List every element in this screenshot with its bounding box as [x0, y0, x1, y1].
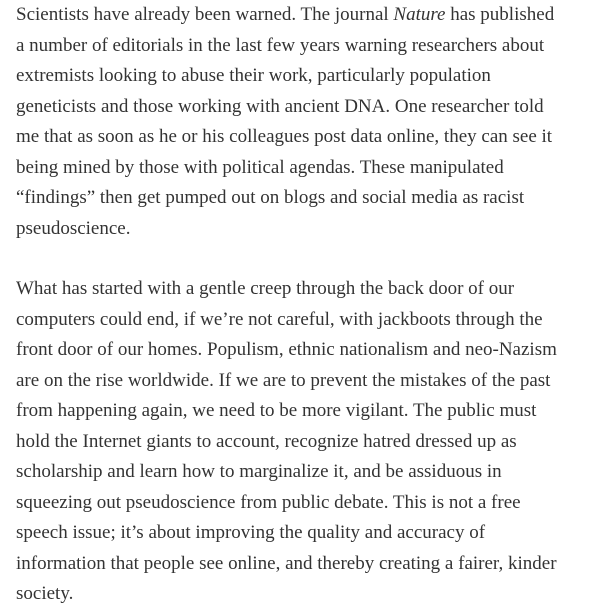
article-paragraph-1 [16, 0, 596, 244]
text-line: front door of our homes. Populism, ethnic nationalism and neo-Nazism [16, 339, 557, 360]
text-line: a number of editorials in the last few years warning researchers about [16, 34, 545, 56]
text-line: hold the Internet giants to account, recognize hatred dressed up as [16, 430, 517, 452]
text-line: society. [16, 583, 74, 604]
text-run: Scientists have already been warned. The journal [16, 4, 394, 25]
text-line: being mined by those with political agendas. These manipulated [16, 156, 504, 178]
text-line: speech issue; it’s about improving the quality and accuracy of [16, 522, 486, 543]
article-paragraph-2 [16, 274, 596, 610]
paragraph-spacer [16, 244, 596, 274]
text-line: information that people see online, and thereby creating a fairer, kinder [16, 552, 557, 574]
text-line: me that as soon as he or his colleagues post data online, they can see it [16, 126, 553, 147]
text-line: are on the rise worldwide. If we are to prevent the mistakes of the past [16, 369, 551, 391]
text-line: pseudoscience. [16, 217, 131, 239]
journal-name: Nature [393, 4, 446, 25]
text-line: scholarship and learn how to marginalize it, and be assiduous in [16, 461, 502, 482]
text-line [16, 0, 596, 31]
text-line: from happening again, we need to be more vigilant. The public must [16, 400, 537, 421]
text-line: geneticists and those working with ancient DNA. One researcher told [16, 95, 544, 117]
article-body [16, 0, 596, 610]
text-line: extremists looking to abuse their work, particularly population [16, 65, 491, 86]
text-line: What has started with a gentle creep through the back door of our [16, 278, 515, 299]
text-line: “findings” then get pumped out on blogs and social media as racist [16, 187, 525, 208]
text-line: squeezing out pseudoscience from public debate. This is not a free [16, 491, 521, 513]
text-run: has published [445, 4, 555, 25]
text-line: computers could end, if we’re not careful, with jackboots through the [16, 308, 543, 330]
